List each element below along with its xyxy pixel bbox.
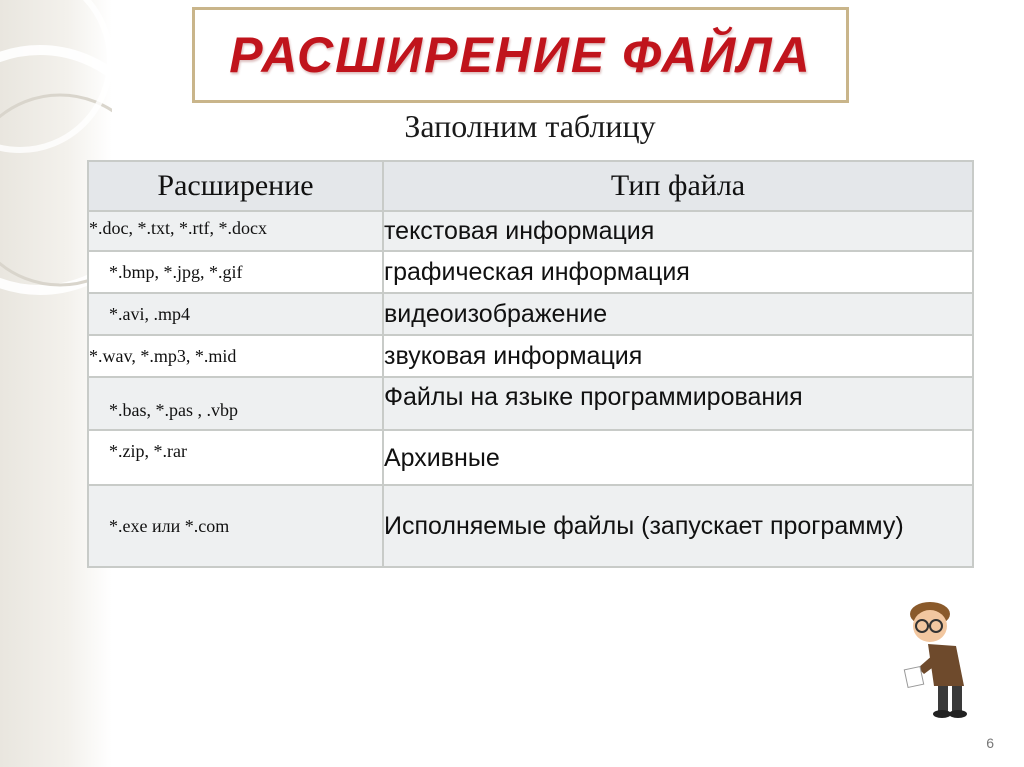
file-type-cell: текстовая информация <box>383 211 973 251</box>
extension-cell: *.bas, *.pas , .vbp <box>88 377 383 430</box>
file-type-cell: графическая информация <box>383 251 973 293</box>
extension-cell: *.zip, *.rar <box>88 430 383 485</box>
title-box <box>192 7 849 103</box>
file-type-cell: Архивные <box>383 430 973 485</box>
file-type-cell: Файлы на языке программирования <box>383 377 973 430</box>
table-row <box>88 251 973 293</box>
table-row <box>88 293 973 335</box>
page-number: 6 <box>986 735 994 751</box>
extension-cell: *.wav, *.mp3, *.mid <box>88 335 383 377</box>
table-row <box>88 430 973 485</box>
header-extension: Расширение <box>88 161 383 211</box>
extension-cell: *.exe или *.com <box>88 485 383 567</box>
extension-cell: *.bmp, *.jpg, *.gif <box>88 251 383 293</box>
extension-cell: *.avi, .mp4 <box>88 293 383 335</box>
table-row <box>88 377 973 430</box>
page-title: РАСШИРЕНИЕ ФАЙЛА <box>229 27 812 83</box>
subtitle: Заполним таблицу <box>404 108 656 144</box>
header-file-type: Тип файла <box>383 161 973 211</box>
table-row <box>88 485 973 567</box>
extensions-table <box>87 160 974 568</box>
table-row <box>88 335 973 377</box>
table-row <box>88 211 973 251</box>
student-writing-character-icon <box>898 600 978 723</box>
file-type-cell: Исполняемые файлы (запускает программу) <box>383 485 973 567</box>
extension-cell: *.doc, *.txt, *.rtf, *.docx <box>88 211 383 251</box>
file-type-cell: звуковая информация <box>383 335 973 377</box>
file-type-cell: видеоизображение <box>383 293 973 335</box>
table-header-row <box>88 161 973 211</box>
